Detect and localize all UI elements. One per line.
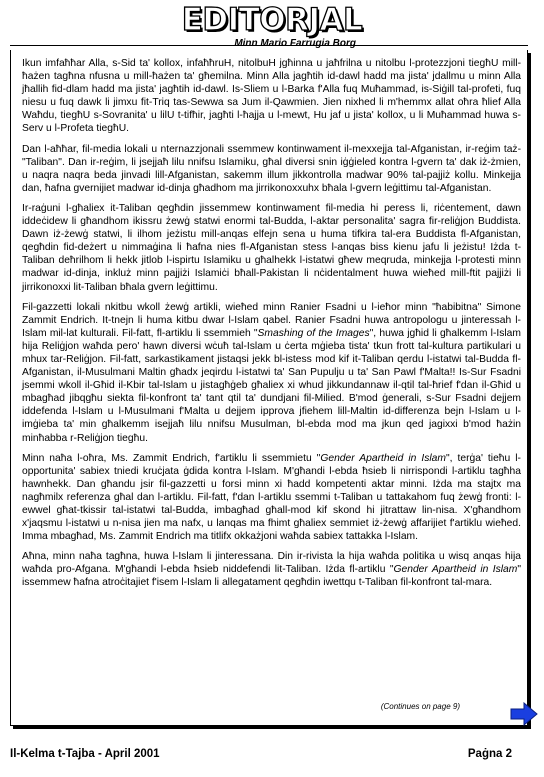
paragraph-5-text-a: Minn naħa l-oħra, Ms. Zammit Endrich, f'artiklu li ssemmietu "	[22, 452, 321, 464]
masthead	[0, 2, 544, 50]
paragraph-2: Dan l-aħħar, fil-media lokali u nternazzjonali ssemmew kontinwament il-mexxejja tal-Afganistan, ir-reġim taż-"Taliban". Dan ir-reġim, li jsejjaħ lilu nnifsu Islamiku, għal diversi snin iġġieled kontra l-gvern ta' dak iż-żmien, u naqra naqra beda jinvadi lill-Afganistan, sakemm illum jikkontrolla madwar 90% tal-pajjiż kollu. Minkejja dan, ħafna gvernijiet madwar id-dinja għadhom ma jirrikonoxxuhx bħala l-gvern leġittimu tal-Afganistan.	[22, 143, 521, 194]
paragraph-6-text-b: " issemmew ħafna atroċitajiet f'isem l-Islam li allegatament qegħdin iwettqu t-Taliban fil-konfront tal-mara.	[22, 564, 521, 589]
paragraph-4	[22, 301, 521, 445]
footer-publication: Il-Kelma t-Tajba - April 2001	[10, 748, 160, 760]
paragraph-5	[22, 452, 521, 544]
paragraph-1: Ikun imfaħħar Alla, s-Sid ta' kollox, infaħħruH, nitolbuH jgħinna u jaħfrilna u nitolbu l-protezzjoni tiegħU mill-ħażen tagħna nfusna u mill-ħażen ta' għemilna. Minn Alla jagħtih id-dawl hadd ma jista' jdallmu u minn Alla jħallih fid-dlam hadd ma jista' jagħtih id-dawl. Is-Sliem u l-Barka f'Alla fuq Muħammad, is-Siġill tal-profeti, fuq niesu u fuq dawk li jimxu fit-Triq tas-Sewwa sa Jum il-Qawmien. Jien nixhed li m'hemmx allat oħra ħlief Alla Waħdu, tiegħU s-Sovranita' u lilU t-tifħir, jagħti l-ħajja u l-mewt, Hu jaf u jista' kollox, u li Muħammad huwa s-Serv u l-Profeta tiegħU.	[22, 58, 521, 135]
article-title-smashing: Smashing of the Images	[257, 327, 370, 339]
paragraph-4-text-b: ", huwa jgħid li għalkemm l-Islam hija Reliġjon waħda pero' hawn diversi wċuħ tal-Islam u ċerta mġieba tista' tkun frott tal-kultura partikulari u mhux tar-Reliġjon. Fil-fatt, sarkastikament jistaqsi jekk bl-istess mod kif it-Taliban qerdu l-istatwi tal-Budda fl-Afganistan, il-Musulmani Maltin għadx jeqirdu l-istatwi ta' San Pupulju u ta' San Pawl f'Malta!! Is-Sur Fsadni jsemmi wkoll il-Għid il-Kbir tal-Islam u jistagħġeb għaliex xi whud jikkundannaw il-qtil tal-ħrief f'dan il-Għid u mbagħad jibqgħu siekta fil-konfront ta' tant qtil ta' dundjani fil-Milied. B'mod ġenerali, s-Sur Fsadni dejjem iddefenda l-Islam u l-Musulmani f'Malta u dejjem ipprova jfiehem lill-Maltin id-differenza bejn l-Islam u l-imġieba ta' min għalkemm isejjaħ lilu nnifsu Musulman, bl-ebda mod ma jkun qed jagixxi b'mod ħażin minħabba r-Reliġjon tiegħu.	[22, 327, 521, 444]
paragraph-6-text-a: Aħna, minn naħa tagħna, huwa l-Islam li jinteressana. Din ir-rivista la hija waħda politika u wisq anqas hija waħda pro-Afgana. M'għandi l-ebda ħsieb niddefendi lit-Taliban. Iżda fl-artiklu "	[22, 551, 521, 576]
continued-note: (Continues on page 9)	[380, 702, 460, 711]
footer-page-number: Paġna 2	[467, 748, 512, 760]
right-arrow-icon[interactable]	[510, 702, 538, 726]
article-title-gender-apartheid: Gender Apartheid in Islam	[320, 452, 446, 464]
article-title-gender-apartheid-2: Gender Apartheid in Islam	[393, 564, 518, 576]
paragraph-5-text-b: ", terġa' tieħu l-opportunita' sabiex tniedi kruċjata ġdida kontra l-Islam. M'għandi l-ebda ħsieb li nirrispondi l-artiklu tagħha hawnhekk. Dan għandu jsir fil-gazzetti u forsi minn xi ħadd kompetenti aktar minni. Iżda ma stajtx ma nagħmilx referenza għal dan l-artiklu. Fil-fatt, f'dan l-artiklu ssemmi t-Taliban u tattakahom fuq żewġ fronti: l-ewwel għat-tkissir tal-istatwi tal-Budda, imbagħad għall-mod kif skond hi jitrattaw lin-nisa. X'għandhom x'jaqsmu l-istatwi u n-nisa jien ma nafx, u lanqas ma fhimt għaliex semmiet iż-żewġ affarijiet f'artiklu wieħed. Imma mbagħad, Ms. Zammit Endrich ma titlifx okkażjoni waħda sabiex tattakka l-Islam.	[22, 452, 521, 543]
paragraph-4-text-a: Fil-gazzetti lokali nkitbu wkoll żewġ artikli, wieħed minn Ranier Fsadni u l-ieħor minn "ħabibitna" Simone Zammit Endrich. It-tnejn li huma kitbu dwar l-Islam qabel. Ranier Fsadni huwa antropologu u jinteressah l-Islam mil-lat kulturali. Fil-fatt, fl-artiklu li ssemmieh "	[22, 301, 521, 339]
paragraph-6	[22, 550, 521, 589]
masthead-title: EDITORJAL	[181, 2, 363, 38]
article-body	[22, 57, 521, 597]
author-byline: Minn Mario Farrugia Borg	[234, 38, 356, 49]
page-footer	[0, 744, 544, 764]
paragraph-3: Ir-raġuni l-għaliex it-Taliban qegħdin jissemmew kontinwament fil-media hi peress li, riċentement, dawn iddeċidew li għandhom ikissru żewġ statwi enormi tal-Budda, l-aktar personalita' sagra fir-reliġjon Buddista. Dawn iż-żewġ statwi, li ilhom jeżistu mill-anqas elfejn sena u huma tifkira tal-era Buddista fl-Afganistan, qegħdin fid-deżert u nimmaġina li ħafna nies fl-Afganistan stess l-anqas biss kienu jafu li jeżistu! Iżda t-Taliban deħrilhom li hekk jitlob l-ispirtu Islamiku u għalhekk l-istatwi għew meqruda, minkejja l-protesti minn madwar id-dinja, inkluż minn pajjiżi Islamiċi bħall-Pakistan li nċidentalment huwa wieħed mill-ftit pajjiżi li jirrikonoxxi lit-Taliban bħala gvern leġittimu.	[22, 202, 521, 293]
